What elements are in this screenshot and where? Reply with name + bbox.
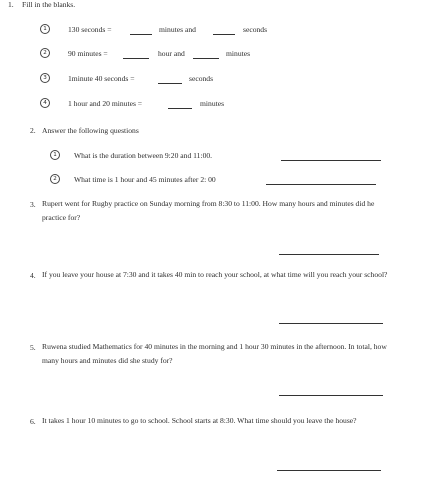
answer-line[interactable]	[279, 395, 383, 396]
item-marker-1: 1	[50, 150, 60, 160]
fill-text: 130 seconds =	[68, 25, 112, 34]
question-text: What is the duration between 9:20 and 11:00.	[74, 151, 213, 160]
fill-text: minutes	[226, 49, 251, 58]
answer-blank[interactable]	[168, 108, 192, 109]
answer-blank[interactable]	[130, 34, 152, 35]
question-3-number: 3.	[30, 200, 36, 209]
answer-line[interactable]	[279, 254, 379, 255]
answer-blank[interactable]	[213, 34, 235, 35]
answer-line[interactable]	[279, 323, 383, 324]
question-6-number: 6.	[30, 417, 36, 426]
item-marker-2: 2	[50, 174, 60, 184]
question-5-text: Ruwena studied Mathematics for 40 minutes in the morning and 1 hour 30 minutes in the afternoon. In total, how many hours and minutes did she study for?	[42, 342, 387, 365]
answer-blank[interactable]	[158, 83, 182, 84]
answer-blank[interactable]	[193, 58, 219, 59]
question-6-text: It takes 1 hour 10 minutes to go to school. School starts at 8:30. What time should you leave the house?	[42, 416, 357, 425]
fill-text: 1 hour and 20 minutes =	[68, 99, 143, 108]
answer-line[interactable]	[277, 470, 381, 471]
item-marker-2: 2	[40, 48, 50, 58]
question-4-number: 4.	[30, 271, 36, 280]
fill-text: 1minute 40 seconds =	[68, 74, 135, 83]
answer-blank[interactable]	[123, 58, 149, 59]
item-marker-1: 1	[40, 24, 50, 34]
fill-text: minutes	[200, 99, 225, 108]
fill-text: seconds	[243, 25, 268, 34]
question-5-number: 5.	[30, 343, 36, 352]
question-text: What time is 1 hour and 45 minutes after 2: 00	[74, 175, 216, 184]
answer-line[interactable]	[281, 160, 381, 161]
fill-text: seconds	[189, 74, 214, 83]
section-2-heading: Answer the following questions	[42, 126, 139, 135]
item-marker-4: 4	[40, 98, 50, 108]
fill-text: 90 minutes =	[68, 49, 108, 58]
section-2-number: 2.	[30, 126, 36, 135]
question-4-text: If you leave your house at 7:30 and it takes 40 min to reach your school, at what time will you reach your school?	[42, 270, 388, 279]
fill-text: minutes and	[159, 25, 196, 34]
fill-text: hour and	[158, 49, 185, 58]
question-3-text: Rupert went for Rugby practice on Sunday morning from 8:30 to 11:00. How many hours and minutes did he practice for?	[42, 199, 375, 222]
answer-line[interactable]	[266, 184, 376, 185]
section-1-number: 1.	[8, 0, 14, 9]
section-1-heading: Fill in the blanks.	[22, 0, 76, 9]
item-marker-3: 3	[40, 73, 50, 83]
